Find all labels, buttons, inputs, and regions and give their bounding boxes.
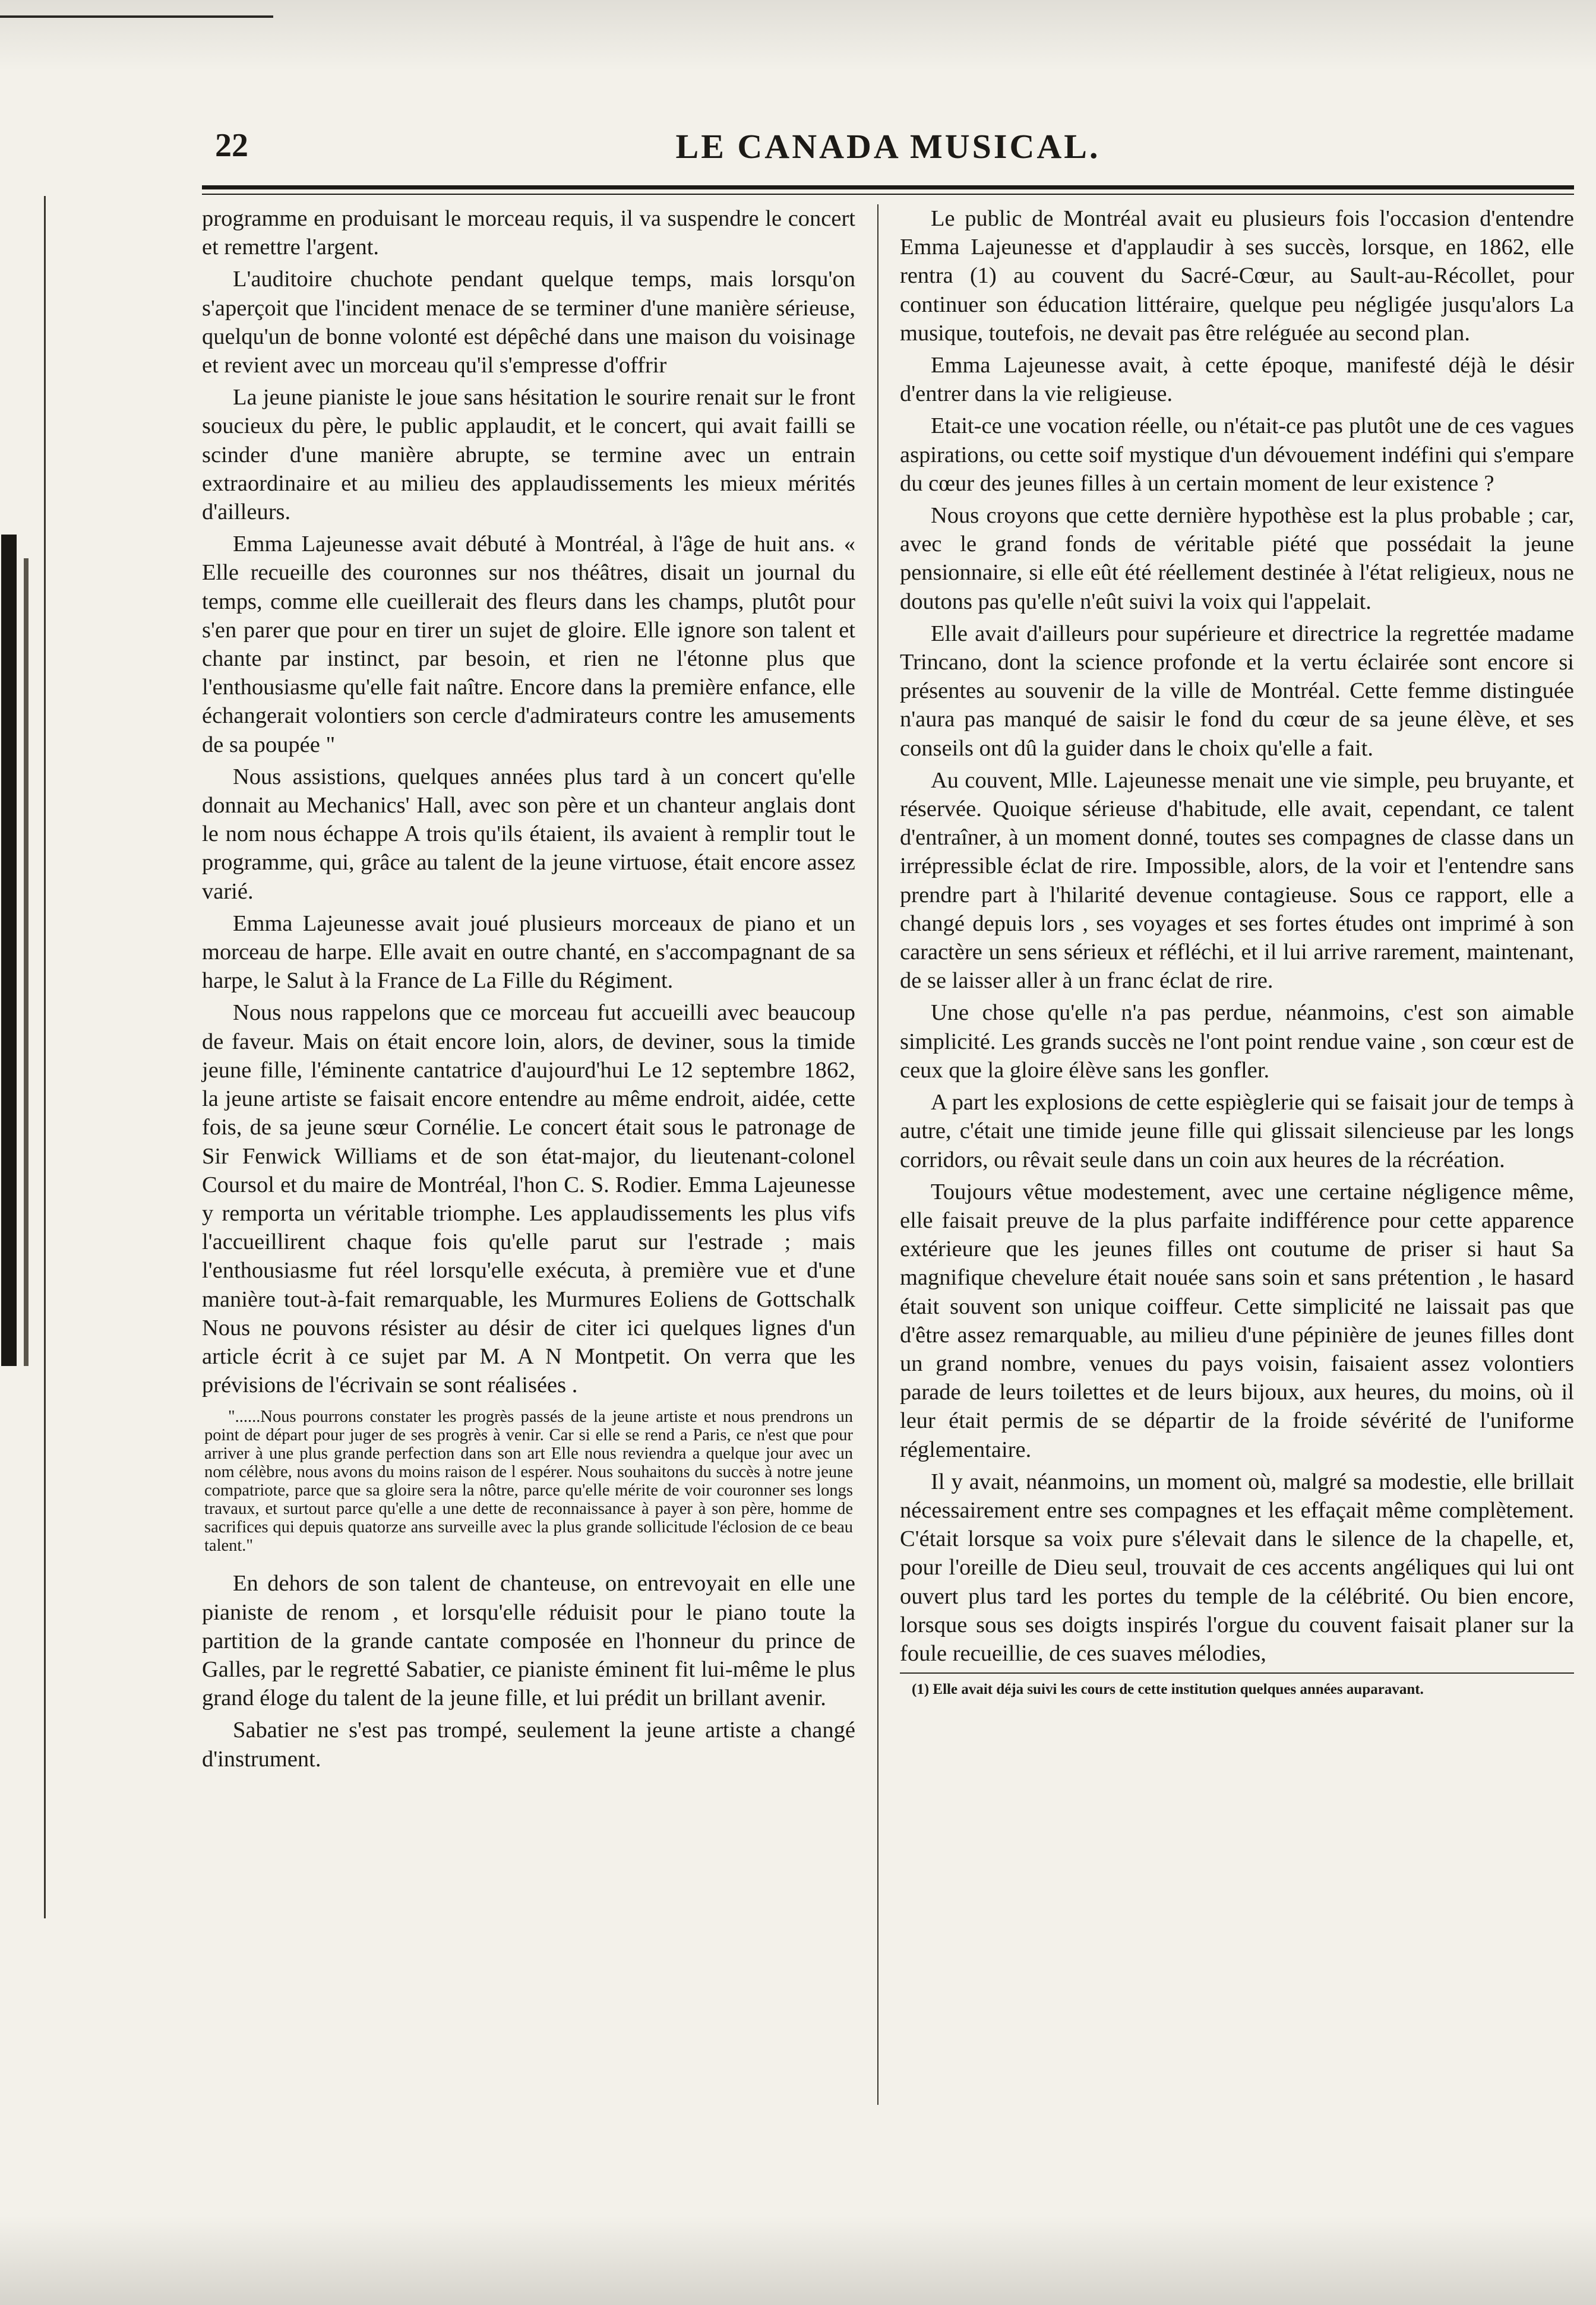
paragraph: Toujours vêtue modestement, avec une certaine négligence même, elle faisait preuve de la plus parfaite indifférence pour cette apparence extérieure que les jeunes filles ont coutume de priser si haut Sa magnifique chevelure était nouée sans soin et sans prétention , le hasard était souvent son unique coiffeur. Cette simplicité ne laissait pas que d'être assez remarquable, au milieu d'une pépinière de jeunes filles dont un grand nombre, venues du pays voisin, faisaient assez volontiers parade de leurs toilettes et de leurs bijoux, aux heures, du moins, où il leur était permis de se départir de la froide sévérité de l'uniforme réglementaire. [900, 1179, 1574, 1462]
running-title: LE CANADA MUSICAL. [675, 127, 1101, 166]
header-rule-thick [202, 185, 1574, 189]
right-column [900, 204, 1574, 1700]
scan-bottom-shadow [0, 2216, 1596, 2305]
paragraph: Etait-ce une vocation réelle, ou n'était-ce pas plutôt une de ces vagues aspirations, ou cette soif mystique d'un dévouement indéfini qui s'empare du cœur des jeunes filles à un certain moment de leur existence ? [900, 413, 1574, 496]
page-number: 22 [215, 127, 248, 164]
paragraph: La jeune pianiste le joue sans hésitation le sourire renait sur le front soucieux du père, le public applaudit, et le concert, qui avait failli se scinder d'une manière abrupte, se termine avec un entrain extraordinaire et au milieu des applaudissements les mieux mérités d'ailleurs. [202, 385, 855, 525]
paragraph: Emma Lajeunesse avait, à cette époque, manifesté déjà le désir d'entrer dans la vie religieuse. [900, 353, 1574, 407]
column-divider [877, 204, 878, 2105]
paragraph: Le public de Montréal avait eu plusieurs fois l'occasion d'entendre Emma Lajeunesse et d'applaudir à ses succès, lorsque, en 1862, elle rentra (1) au couvent du Sacré-Cœur, au Sault-au-Récollet, pour continuer son éducation littéraire, quelque peu négligée jusqu'alors La musique, toutefois, ne devait pas être reléguée au second plan. [900, 206, 1574, 346]
paragraph: Nous croyons que cette dernière hypothèse est la plus probable ; car, avec le grand fonds de véritable piété que possédait la jeune pensionnaire, si elle eût été réellement destinée à l'état religieux, nous ne doutons pas qu'elle n'eût suivi la voix qui l'appelait. [900, 503, 1574, 614]
scan-top-shadow [0, 0, 1596, 71]
paragraph: L'auditoire chuchote pendant quelque temps, mais lorsqu'on s'aperçoit que l'incident menace de se terminer d'une manière sérieuse, quelqu'un de bonne volonté est dépêché dans une maison du voisinage et revient avec un morceau qu'il s'empresse d'offrir [202, 267, 855, 378]
paragraph: Nous assistions, quelques années plus tard à un concert qu'elle donnait au Mechanics' Hall, avec son père et un chanteur anglais dont le nom nous échappe A trois qu'ils étaient, ils avaient à remplir tout le programme, qui, grâce au talent de la jeune virtuose, était encore assez varié. [202, 764, 855, 904]
paragraph: Emma Lajeunesse avait débuté à Montréal, à l'âge de huit ans. « Elle recueille des couronnes sur nos théâtres, disait un journal du temps, comme elle cueillerait des fleurs dans les champs, plutôt pour s'en parer que pour en tirer un sujet de gloire. Elle ignore son talent et chante par instinct, par besoin, et rien ne l'étonne plus que l'enthousiasme qu'elle fait naître. Encore dans la première enfance, elle échangerait volontiers son cercle d'admirateurs contre les amusements de sa poupée " [202, 532, 855, 757]
paragraph: Une chose qu'elle n'a pas perdue, néanmoins, c'est son aimable simplicité. Les grands succès ne l'ont point rendue vaine , son cœur est de ceux que la gloire élève sans les gonfler. [900, 1000, 1574, 1083]
paragraph: Il y avait, néanmoins, un moment où, malgré sa modestie, elle brillait nécessairement entre ses compagnes et les effaçait même complètement. C'était lorsque sa voix pure s'élevait dans le silence de la chapelle, et, pour l'oreille de Dieu seul, trouvait de ces accents angéliques qui lui ont ouvert plus tard les portes du temple de la célébrité. Ou bien encore, lorsque sous ses doigts inspirés l'orgue du couvent faisait planer sur la foule recueillie, de ces suaves mélodies, [900, 1469, 1574, 1666]
paragraph: programme en produisant le morceau requis, il va suspendre le concert et remettre l'argent. [202, 206, 855, 260]
paragraph: En dehors de son talent de chanteuse, on entrevoyait en elle une pianiste de renom , et lorsqu'elle réduisit pour le piano toute la partition de la grande cantate composée en l'honneur du prince de Galles, par le regretté Sabatier, ce pianiste éminent fit lui-même le plus grand éloge du talent de la jeune fille, et lui prédit un brillant avenir. [202, 1571, 855, 1711]
left-column [202, 204, 855, 1777]
paragraph: Au couvent, Mlle. Lajeunesse menait une vie simple, peu bruyante, et réservée. Quoique sérieuse d'habitude, elle avait, cependant, ce talent d'entraîner, à un moment donné, toutes ses compagnes de classe dans un irrépressible éclat de rire. Impossible, alors, de la voir et l'entendre sans prendre part à l'hilarité devenue contagieuse. Sous ce rapport, elle a changé depuis lors , ses voyages et ses fortes études ont imprimé à son caractère un sens sérieux et réfléchi, et il lui arrive rarement, maintenant, de se laisser aller à un franc éclat de rire. [900, 767, 1574, 994]
scan-corner-line [0, 15, 273, 18]
paragraph: Emma Lajeunesse avait joué plusieurs morceaux de piano et un morceau de harpe. Elle avait en outre chanté, en s'accompagnant de sa harpe, le Salut à la France de La Fille du Régiment. [202, 910, 855, 994]
paragraph: Elle avait d'ailleurs pour supérieure et directrice la regrettée madame Trincano, dont la science profonde et la vertu éclairée sont encore si présentes au souvenir de la ville de Montréal. Cette femme distinguée n'aura pas manqué de saisir le fond du cœur de sa jeune élève, et ses conseils ont dû la guider dans le choix qu'elle a fait. [900, 621, 1574, 761]
footnote: (1) Elle avait déja suivi les cours de cette institution quelques années auparavant. [912, 1681, 1424, 1698]
scan-margin-bar-light [24, 558, 29, 1366]
scan-margin-bar-dark [1, 535, 17, 1366]
scan-margin-bar [44, 196, 46, 1918]
paragraph: Nous nous rappelons que ce morceau fut accueilli avec beaucoup de faveur. Mais on était encore loin, alors, de deviner, sous la timide jeune fille, l'éminente cantatrice d'aujourd'hui Le 12 septembre 1862, la jeune artiste se faisait encore entendre au même endroit, aidée, cette fois, de sa jeune sœur Cornélie. Le concert était sous le patronage de Sir Fenwick Williams et de son état-major, du lieutenant-colonel Coursol et du maire de Montréal, l'hon C. S. Rodier. Emma Lajeunesse y remporta un véritable triomphe. Les applaudissements les plus vifs l'accueillirent chaque fois qu'elle parut sur l'estrade ; mais l'enthousiasme fut réel lorsqu'elle exécuta, à première vue et d'une manière tout-à-fait remarquable, les Murmures Eoliens de Gottschalk Nous ne pouvons résister au désir de citer ici quelques lignes d'un article écrit à ce sujet par M. A N Montpetit. On verra que les prévisions de l'écrivain se sont réalisées . [202, 1000, 855, 1398]
quoted-article: "......Nous pourrons constater les progrès passés de la jeune artiste et nous prendrons un point de départ pour juger de ses progrès à venir. Car si elle se rend a Paris, ce n'est que pour arriver à une plus grande perfection dans son art Elle nous reviendra a quelque jour avec un nom célèbre, nous avons du moins raison de l espérer. Nous souhaitons du succès à notre jeune compatriote, parce que sa gloire sera la nôtre, parce qu'elle mérite de voir couronner ses longs travaux, et surtout parce qu'elle a une dette de reconnaissance à payer à son père, homme de sacrifices qui depuis quatorze ans surveille avec la plus grande sollicitude l'éclosion de ce beau talent." [204, 1408, 853, 1555]
page-header [202, 122, 1574, 175]
footnote-rule [900, 1672, 1574, 1674]
paragraph: Sabatier ne s'est pas trompé, seulement la jeune artiste a changé d'instrument. [202, 1718, 855, 1772]
paragraph: A part les explosions de cette espièglerie qui se faisait jour de temps à autre, c'était une timide jeune fille qui glissait silencieuse par les longs corridors, ou rêvait seule dans un coin aux heures de la récréation. [900, 1090, 1574, 1172]
header-rule-thin [202, 194, 1574, 195]
